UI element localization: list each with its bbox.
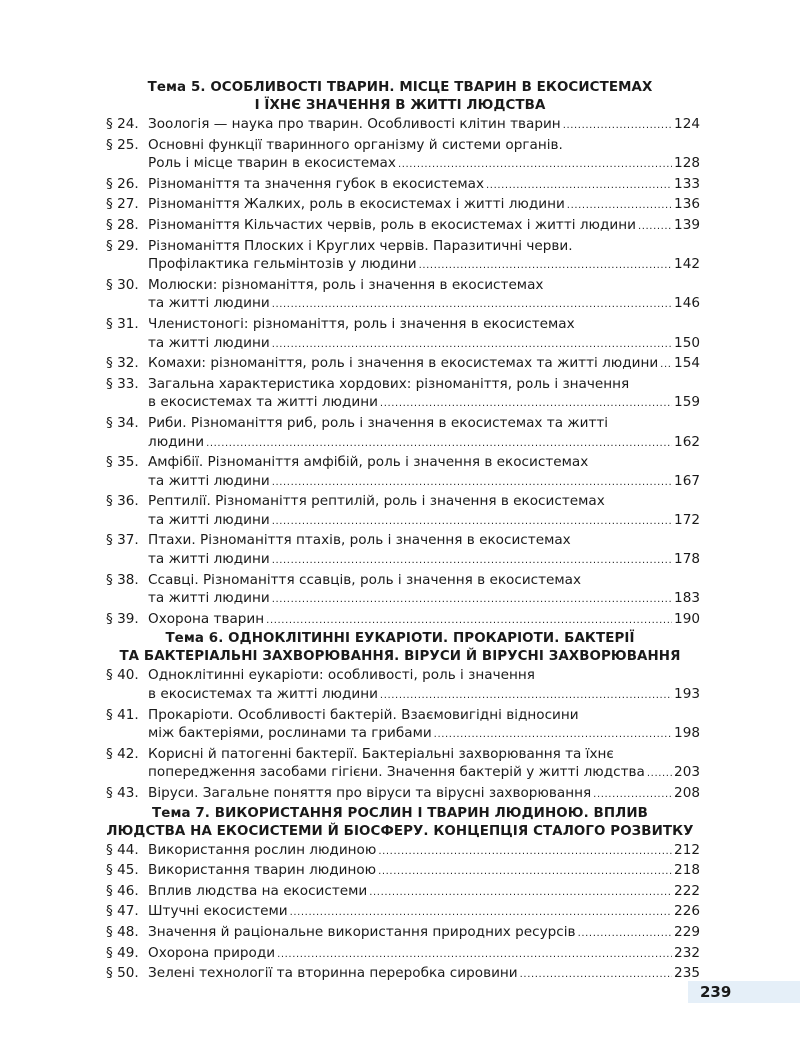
entry-body — [148, 453, 700, 492]
dot-leader — [272, 336, 672, 355]
section-number: § 29. — [106, 237, 139, 254]
dot-leader — [563, 117, 672, 136]
toc-entry[interactable] — [100, 315, 700, 354]
dot-leader — [290, 904, 672, 923]
section-number: § 45. — [106, 862, 139, 879]
entry-body — [148, 531, 700, 570]
section-number: § 28. — [106, 216, 139, 233]
entry-title-last-line — [148, 354, 700, 375]
entry-body — [148, 610, 700, 631]
entry-title-last-line — [148, 175, 700, 196]
dot-leader — [272, 513, 672, 532]
entry-title-line: Загальна характеристика хордових: різноманіття, роль і значення — [148, 375, 630, 392]
entry-body — [148, 964, 700, 985]
toc-entry[interactable] — [100, 745, 700, 784]
entry-page-number: 232 — [674, 944, 700, 961]
section-number: § 48. — [106, 923, 139, 940]
toc-entry[interactable] — [100, 882, 700, 903]
section-number: § 40. — [106, 667, 139, 684]
entry-page-number: 193 — [674, 686, 700, 703]
toc-entry[interactable] — [100, 414, 700, 453]
entry-page-number: 183 — [674, 590, 700, 607]
entry-title-line: Прокаріоти. Особливості бактерій. Взаємовигідні відносини — [148, 706, 579, 723]
entry-page-number: 167 — [674, 472, 700, 489]
entry-page-number: 172 — [674, 511, 700, 528]
entry-title-line: Охорона тварин — [148, 610, 265, 627]
entry-title-line: Роль і місце тварин в екосистемах — [148, 155, 396, 172]
entry-title-line: та житті людини — [148, 511, 270, 528]
entry-title-line: Різноманіття Кільчастих червів, роль в екосистемах і житті людини — [148, 216, 636, 233]
page-number: 239 — [700, 983, 732, 1001]
entry-title-line: між бактеріями, рослинами та грибами — [148, 725, 432, 742]
dot-leader — [272, 296, 672, 315]
topic-heading — [100, 79, 700, 115]
entry-page-number: 128 — [674, 155, 700, 172]
dot-leader — [486, 177, 672, 196]
dot-leader — [369, 884, 672, 903]
section-number: § 26. — [106, 175, 139, 192]
toc-entry[interactable] — [100, 175, 700, 196]
entry-title-line: Комахи: різноманіття, роль і значення в екосистемах та житті людини — [148, 355, 659, 372]
dot-leader — [398, 156, 672, 175]
entry-title-line: та житті людини — [148, 551, 270, 568]
dot-leader — [567, 197, 672, 216]
entry-body — [148, 882, 700, 903]
section-number: § 43. — [106, 785, 139, 801]
topic-heading-line: Тема 5. ОСОБЛИВОСТІ ТВАРИН. МІСЦЕ ТВАРИН В ЕКОСИСТЕМАХ — [147, 80, 653, 95]
dot-leader — [520, 966, 672, 985]
toc-entry[interactable] — [100, 841, 700, 862]
section-number: § 31. — [106, 315, 139, 332]
table-of-contents — [100, 79, 700, 985]
entry-title-line: Штучні екосистеми — [148, 903, 288, 920]
toc-entry[interactable] — [100, 531, 700, 570]
entry-page-number: 146 — [674, 295, 700, 312]
entry-title-last-line — [148, 550, 700, 571]
dot-leader — [380, 395, 672, 414]
entry-page-number: 235 — [674, 965, 700, 982]
entry-page-number: 133 — [674, 175, 700, 192]
toc-entry[interactable] — [100, 375, 700, 414]
toc-entry[interactable] — [100, 136, 700, 175]
section-number: § 39. — [106, 610, 139, 627]
dot-leader — [378, 863, 672, 882]
dot-leader — [647, 765, 672, 784]
entry-title-line: Риби. Різноманіття риб, роль і значення в екосистемах та житті — [148, 414, 609, 431]
entry-title-line: Одноклітинні еукаріоти: особливості, роль і значення — [148, 667, 535, 684]
entry-body — [148, 706, 700, 745]
entry-title-line: Охорона природи — [148, 944, 276, 961]
entry-body — [148, 745, 700, 784]
entry-title-line: в екосистемах та житті людини — [148, 686, 378, 703]
dot-leader — [660, 356, 672, 375]
section-number: § 32. — [106, 355, 139, 372]
toc-entry[interactable] — [100, 354, 700, 375]
entry-title-last-line — [148, 923, 700, 944]
topic-heading-line: Тема 7. ВИКОРИСТАННЯ РОСЛИН І ТВАРИН ЛЮДИНОЮ. ВПЛИВ — [152, 805, 648, 821]
entry-title-last-line — [148, 882, 700, 903]
toc-entry[interactable] — [100, 115, 700, 136]
entry-title-last-line — [148, 861, 700, 882]
entry-page-number: 222 — [674, 882, 700, 899]
entry-title-line: Віруси. Загальне поняття про віруси та вірусні захворювання — [148, 785, 592, 801]
dot-leader — [378, 843, 672, 862]
entry-title-last-line — [148, 216, 700, 237]
entry-title-last-line — [148, 255, 700, 276]
entry-page-number: 198 — [674, 725, 700, 742]
dot-leader — [272, 591, 672, 610]
entry-title-last-line — [148, 589, 700, 610]
entry-title-line: Корисні й патогенні бактерії. Бактеріальні захворювання та їхнє — [148, 745, 614, 762]
dot-leader — [419, 257, 672, 276]
section-number: § 34. — [106, 414, 139, 431]
section-number: § 24. — [106, 116, 139, 132]
toc-entry[interactable] — [100, 453, 700, 492]
entry-title-line: Основні функції тваринного організму й системи органів. — [148, 136, 563, 153]
entry-body — [148, 841, 700, 862]
entry-body — [148, 195, 700, 216]
entry-title-last-line — [148, 724, 700, 745]
entry-title-line: Членистоногі: різноманіття, роль і значення в екосистемах — [148, 315, 575, 332]
entry-title-line: Амфібії. Різноманіття амфібій, роль і значення в екосистемах — [148, 454, 589, 471]
section-number: § 44. — [106, 841, 139, 858]
entry-title-line: попередження засобами гігієни. Значення бактерій у житті людства — [148, 764, 645, 781]
topic-heading-line: ЛЮДСТВА НА ЕКОСИСТЕМИ Й БІОСФЕРУ. КОНЦЕПЦІЯ СТАЛОГО РОЗВИТКУ — [106, 823, 694, 839]
entry-page-number: 218 — [674, 862, 700, 879]
entry-title-line: Молюски: різноманіття, роль і значення в екосистемах — [148, 276, 544, 293]
entry-body — [148, 492, 700, 531]
dot-leader — [266, 612, 672, 631]
entry-body — [148, 571, 700, 610]
entry-page-number: 159 — [674, 394, 700, 411]
toc-entry[interactable] — [100, 706, 700, 745]
entry-page-number: 136 — [674, 196, 700, 213]
section-number: § 30. — [106, 276, 139, 293]
entry-body — [148, 375, 700, 414]
dot-leader — [272, 474, 672, 493]
toc-entry[interactable] — [100, 666, 700, 705]
entry-body — [148, 944, 700, 965]
toc-entry[interactable] — [100, 923, 700, 944]
entry-title-last-line — [148, 610, 700, 631]
toc-entry[interactable] — [100, 237, 700, 276]
toc-entry[interactable] — [100, 195, 700, 216]
section-number: § 36. — [106, 493, 139, 510]
entry-body — [148, 276, 700, 315]
section-number: § 35. — [106, 454, 139, 471]
entry-title-line: в екосистемах та житті людини — [148, 394, 378, 411]
entry-page-number: 139 — [674, 216, 700, 233]
section-number: § 38. — [106, 571, 139, 588]
entry-title-line: Профілактика гельмінтозів у людини — [148, 256, 417, 273]
entry-body — [148, 902, 700, 923]
entry-title-last-line — [148, 115, 700, 136]
dot-leader — [593, 786, 672, 805]
toc-entry[interactable] — [100, 944, 700, 965]
entry-body — [148, 784, 700, 805]
entry-title-line: Використання рослин людиною — [148, 841, 377, 858]
entry-title-last-line — [148, 902, 700, 923]
entry-body — [148, 237, 700, 276]
entry-body — [148, 414, 700, 453]
entry-page-number: 208 — [674, 785, 700, 801]
entry-body — [148, 115, 700, 136]
topic-heading-line: Тема 6. ОДНОКЛІТИННІ ЕУКАРІОТИ. ПРОКАРІОТИ. БАКТЕРІЇ — [165, 631, 635, 647]
section-number: § 27. — [106, 196, 139, 213]
toc-entry[interactable] — [100, 571, 700, 610]
dot-leader — [206, 435, 672, 454]
entry-title-last-line — [148, 944, 700, 965]
entry-title-line: Використання тварин людиною — [148, 862, 377, 879]
dot-leader — [380, 687, 672, 706]
entry-title-last-line — [148, 334, 700, 355]
entry-title-last-line — [148, 763, 700, 784]
entry-title-line: та житті людини — [148, 472, 270, 489]
entry-title-line: Зелені технології та вторинна переробка сировини — [148, 965, 518, 982]
entry-title-line: Ссавці. Різноманіття ссавців, роль і значення в екосистемах — [148, 571, 582, 588]
entry-body — [148, 923, 700, 944]
entry-title-line: Різноманіття Плоских і Круглих червів. Паразитичні черви. — [148, 237, 573, 254]
entry-title-last-line — [148, 472, 700, 493]
entry-title-last-line — [148, 154, 700, 175]
toc-entry[interactable] — [100, 902, 700, 923]
entry-body — [148, 175, 700, 196]
entry-body — [148, 216, 700, 237]
dot-leader — [578, 925, 672, 944]
section-number: § 41. — [106, 706, 139, 723]
entry-page-number: 162 — [674, 433, 700, 450]
entry-page-number: 226 — [674, 903, 700, 920]
entry-body — [148, 666, 700, 705]
topic-heading — [100, 805, 700, 841]
section-number: § 49. — [106, 944, 139, 961]
section-number: § 50. — [106, 965, 139, 982]
entry-page-number: 212 — [674, 841, 700, 858]
section-number: § 37. — [106, 532, 139, 549]
entry-title-last-line — [148, 195, 700, 216]
dot-leader — [277, 946, 672, 965]
dot-leader — [434, 726, 672, 745]
toc-entry[interactable] — [100, 216, 700, 237]
entry-body — [148, 315, 700, 354]
section-number: § 47. — [106, 903, 139, 920]
entry-body — [148, 861, 700, 882]
entry-title-line: Рептилії. Різноманіття рептилій, роль і значення в екосистемах — [148, 493, 605, 510]
entry-page-number: 124 — [674, 116, 700, 132]
topic-heading-line: І ЇХНЄ ЗНАЧЕННЯ В ЖИТТІ ЛЮДСТВА — [254, 98, 546, 113]
toc-entry[interactable] — [100, 276, 700, 315]
entry-title-line: Зоологія — наука про тварин. Особливості клітин тварин — [148, 116, 561, 132]
entry-body — [148, 136, 700, 175]
entry-page-number: 229 — [674, 923, 700, 940]
entry-title-line: Значення й раціональне використання природних ресурсів — [148, 923, 576, 940]
entry-page-number: 142 — [674, 256, 700, 273]
section-number: § 25. — [106, 136, 139, 153]
toc-entry[interactable] — [100, 861, 700, 882]
entry-title-last-line — [148, 393, 700, 414]
entry-title-line: та житті людини — [148, 590, 270, 607]
entry-page-number: 150 — [674, 334, 700, 351]
entry-page-number: 190 — [674, 610, 700, 627]
dot-leader — [638, 218, 672, 237]
entry-title-last-line — [148, 964, 700, 985]
entry-title-line: та житті людини — [148, 334, 270, 351]
section-number: § 42. — [106, 745, 139, 762]
entry-body — [148, 354, 700, 375]
entry-page-number: 178 — [674, 551, 700, 568]
entry-title-line: Вплив людства на екосистеми — [148, 882, 368, 899]
toc-entry[interactable] — [100, 610, 700, 631]
dot-leader — [272, 552, 672, 571]
section-number: § 33. — [106, 375, 139, 392]
entry-title-line: Різноманіття та значення губок в екосистемах — [148, 175, 485, 192]
toc-entry[interactable] — [100, 492, 700, 531]
entry-title-last-line — [148, 433, 700, 454]
topic-heading-line: ТА БАКТЕРІАЛЬНІ ЗАХВОРЮВАННЯ. ВІРУСИ Й ВІРУСНІ ЗАХВОРЮВАННЯ — [119, 649, 681, 665]
entry-title-last-line — [148, 784, 700, 805]
entry-title-line: Птахи. Різноманіття птахів, роль і значення в екосистемах — [148, 532, 571, 549]
toc-entry[interactable] — [100, 784, 700, 805]
entry-page-number: 154 — [674, 355, 700, 372]
toc-entry[interactable] — [100, 964, 700, 985]
entry-title-line: Різноманіття Жалких, роль в екосистемах і житті людини — [148, 196, 565, 213]
entry-title-last-line — [148, 511, 700, 532]
entry-page-number: 203 — [674, 764, 700, 781]
entry-title-line: та житті людини — [148, 295, 270, 312]
topic-heading — [100, 630, 700, 666]
section-number: § 46. — [106, 882, 139, 899]
entry-title-last-line — [148, 685, 700, 706]
entry-title-last-line — [148, 841, 700, 862]
entry-title-last-line — [148, 294, 700, 315]
entry-title-line: людини — [148, 433, 205, 450]
